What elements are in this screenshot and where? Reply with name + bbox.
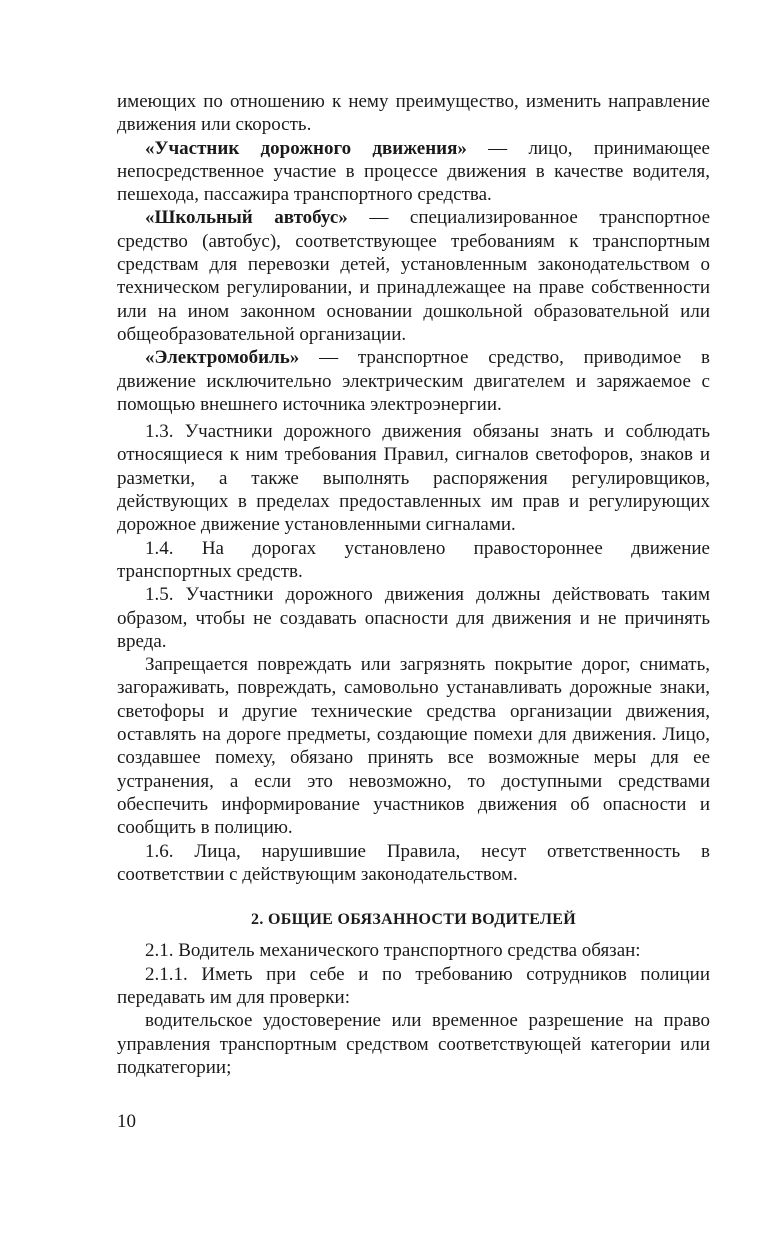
term-school-bus: «Школьный автобус» — [145, 207, 348, 229]
clause-2-1-1-license: водительское удостоверение или временное разрешение на право управления транспортным средством соответствующей категории или подкатегории; — [117, 1010, 710, 1078]
definition-electric-vehicle-text: — транспортное средство, приводимое в движение исключительно электрическим двигателем и заряжаемое с помощью внешнего источника электроэнергии. — [117, 347, 710, 415]
definition-electric-vehicle — [117, 346, 710, 416]
page-number: 10 — [117, 1111, 136, 1132]
clause-2-1-1: 2.1.1. Иметь при себе и по требованию сотрудников полиции передавать им для проверки: — [117, 963, 710, 1008]
definition-road-user-text: — лицо, принимающее непосредственное участие в процессе движения в качестве водителя, пешехода, пассажира транспортного средства. — [117, 137, 710, 206]
clause-1-5-prohibition: Запрещается повреждать или загрязнять покрытие дорог, снимать, загораживать, повреждать, самовольно устанавливать дорожные знаки, светофоры и другие технические средства организации движения, оставлять на дороге предметы, создающие помехи для движения. Лицо, создавшее помеху, обязано принять все возможные меры для ее устранения, а если это невозможно, то доступными средствами обеспечить информирование участников движения об опасности и сообщить в полицию. — [117, 654, 710, 839]
clause-1-6: 1.6. Лица, нарушившие Правила, несут ответственность в соответствии с действующим законодательством. — [117, 840, 710, 885]
paragraph-continuation: имеющих по отношению к нему преимущество, изменить направление движения или скорость. — [117, 91, 710, 136]
section-heading: 2. ОБЩИЕ ОБЯЗАННОСТИ ВОДИТЕЛЕЙ — [251, 911, 576, 929]
term-road-user: «Участник дорожного движения» — [145, 137, 467, 159]
definition-school-bus-text: — специализированное транспортное средство (автобус), соответствующее требованиям к транспортным средствам для перевозки детей, установленным законодательством о техническом регулировании, и принадлежащее на праве собственности или на ином законном основании дошкольной образовательной или общеобразовательной организации. — [117, 207, 710, 345]
term-electric-vehicle: «Электромобиль» — [145, 347, 300, 369]
clause-1-5: 1.5. Участники дорожного движения должны действовать таким образом, чтобы не создавать опасности для движения и не причинять вреда. — [117, 584, 710, 652]
definition-road-user — [117, 137, 710, 207]
clause-1-3: 1.3. Участники дорожного движения обязаны знать и соблюдать относящиеся к ним требования Правил, сигналов светофоров, знаков и разметки, а также выполнять распоряжения регулировщиков, действующих в пределах предоставленных им прав и регулирующих дорожное движение установленными сигналами. — [117, 421, 710, 536]
clause-1-4: 1.4. На дорогах установлено правостороннее движение транспортных средств. — [117, 537, 710, 582]
definition-school-bus — [117, 206, 710, 346]
clause-2-1: 2.1. Водитель механического транспортного средства обязан: — [145, 940, 641, 962]
page-body — [117, 90, 710, 1079]
